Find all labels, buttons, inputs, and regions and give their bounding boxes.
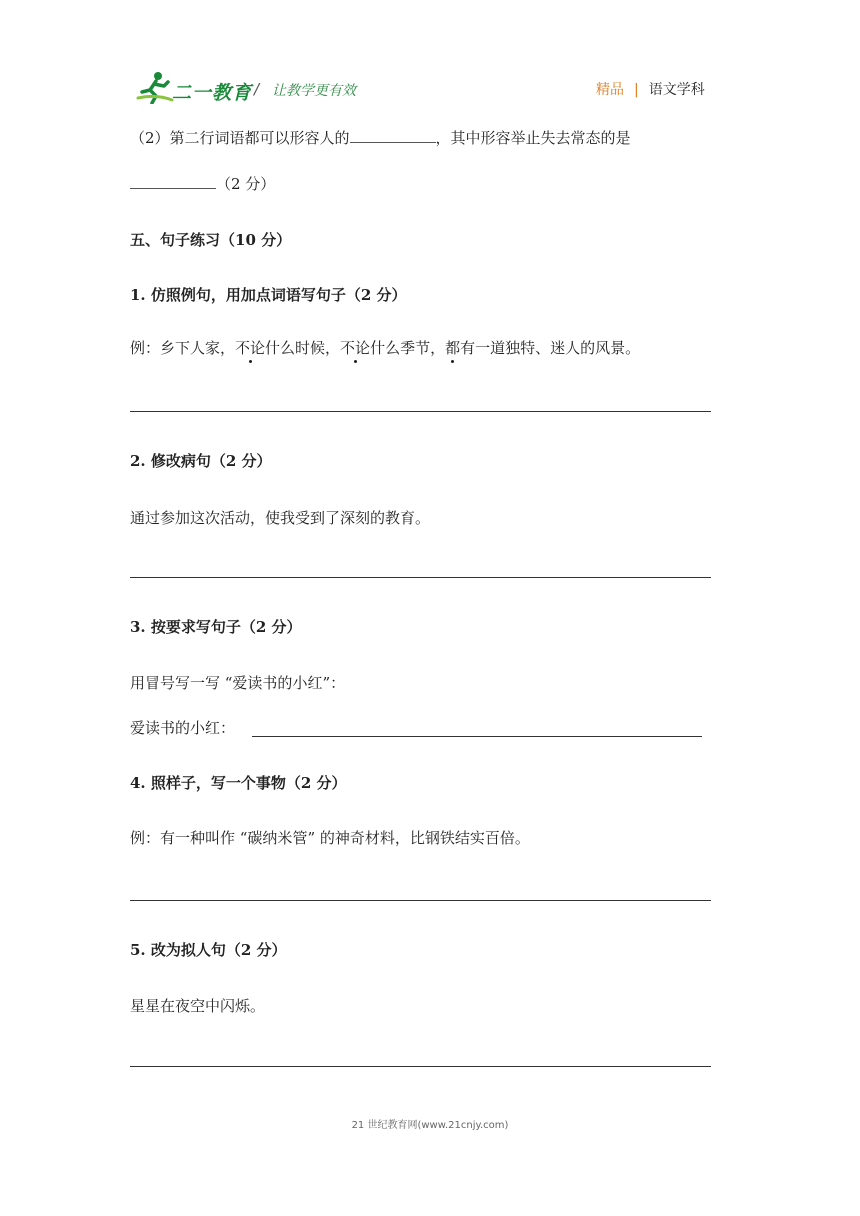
brand-name: 二一教育 (172, 82, 253, 104)
subject-label: 语文学科 (648, 82, 705, 98)
s5-answer-line[interactable] (130, 1066, 711, 1067)
q2-blank-2[interactable] (130, 174, 216, 189)
s4-title: 4. 照样子，写一个事物（2 分） (130, 774, 347, 792)
s4-example: 例：有一种叫作 “碳纳米管” 的神奇材料，比钢铁结实百倍。 (130, 829, 530, 847)
s4-answer-line[interactable] (130, 900, 711, 901)
s1-dotted-word-3: 都 (445, 339, 461, 357)
s3-instruction: 用冒号写一写 “爱读书的小红”： (130, 674, 346, 692)
s1-answer-line[interactable] (130, 411, 711, 412)
q2-line1-prefix: （2）第二行词语都可以形容人的 (130, 129, 350, 147)
q2-line1 (130, 128, 631, 148)
brand-slogan: 让教学更有效 (272, 83, 356, 99)
s2-sentence: 通过参加这次活动，使我受到了深刻的教育。 (130, 509, 431, 527)
s1-ex-d: 有一道独特、迷人的风景。 (460, 339, 641, 357)
q2-line2 (130, 174, 275, 194)
s1-title: 1. 仿照例句，用加点词语写句子（2 分） (130, 286, 407, 304)
subject-tag (596, 79, 705, 99)
s1-ex-c: 什么季节， (370, 339, 446, 357)
s5-sentence: 星星在夜空中闪烁。 (130, 997, 266, 1015)
s5-title: 5. 改为拟人句（2 分） (130, 941, 287, 959)
s3-answer-line[interactable] (252, 736, 702, 737)
s3-prompt: 爱读书的小红： (130, 719, 236, 737)
s2-title: 2. 修改病句（2 分） (130, 452, 272, 470)
quality-tag: 精品 (596, 82, 624, 98)
s1-ex-a: 例：乡下人家， (130, 339, 236, 357)
s1-dotted-word-2: 不论 (340, 339, 371, 357)
tag-separator: | (634, 82, 639, 98)
q2-line1-suffix: ，其中形容举止失去常态的是 (435, 129, 631, 147)
page-footer: 21 世纪教育网(www.21cnjy.com) (351, 1120, 509, 1131)
s2-answer-line[interactable] (130, 577, 711, 578)
q2-blank-1[interactable] (350, 128, 436, 143)
header-slash: / (254, 80, 260, 98)
s1-dotted-word-1: 不论 (235, 339, 266, 357)
s3-title: 3. 按要求写句子（2 分） (130, 618, 302, 636)
section5-title: 五、句子练习（10 分） (130, 231, 292, 249)
s1-ex-b: 什么时候， (265, 339, 341, 357)
s1-example (130, 338, 640, 358)
q2-line2-suffix: （2 分） (216, 175, 276, 193)
